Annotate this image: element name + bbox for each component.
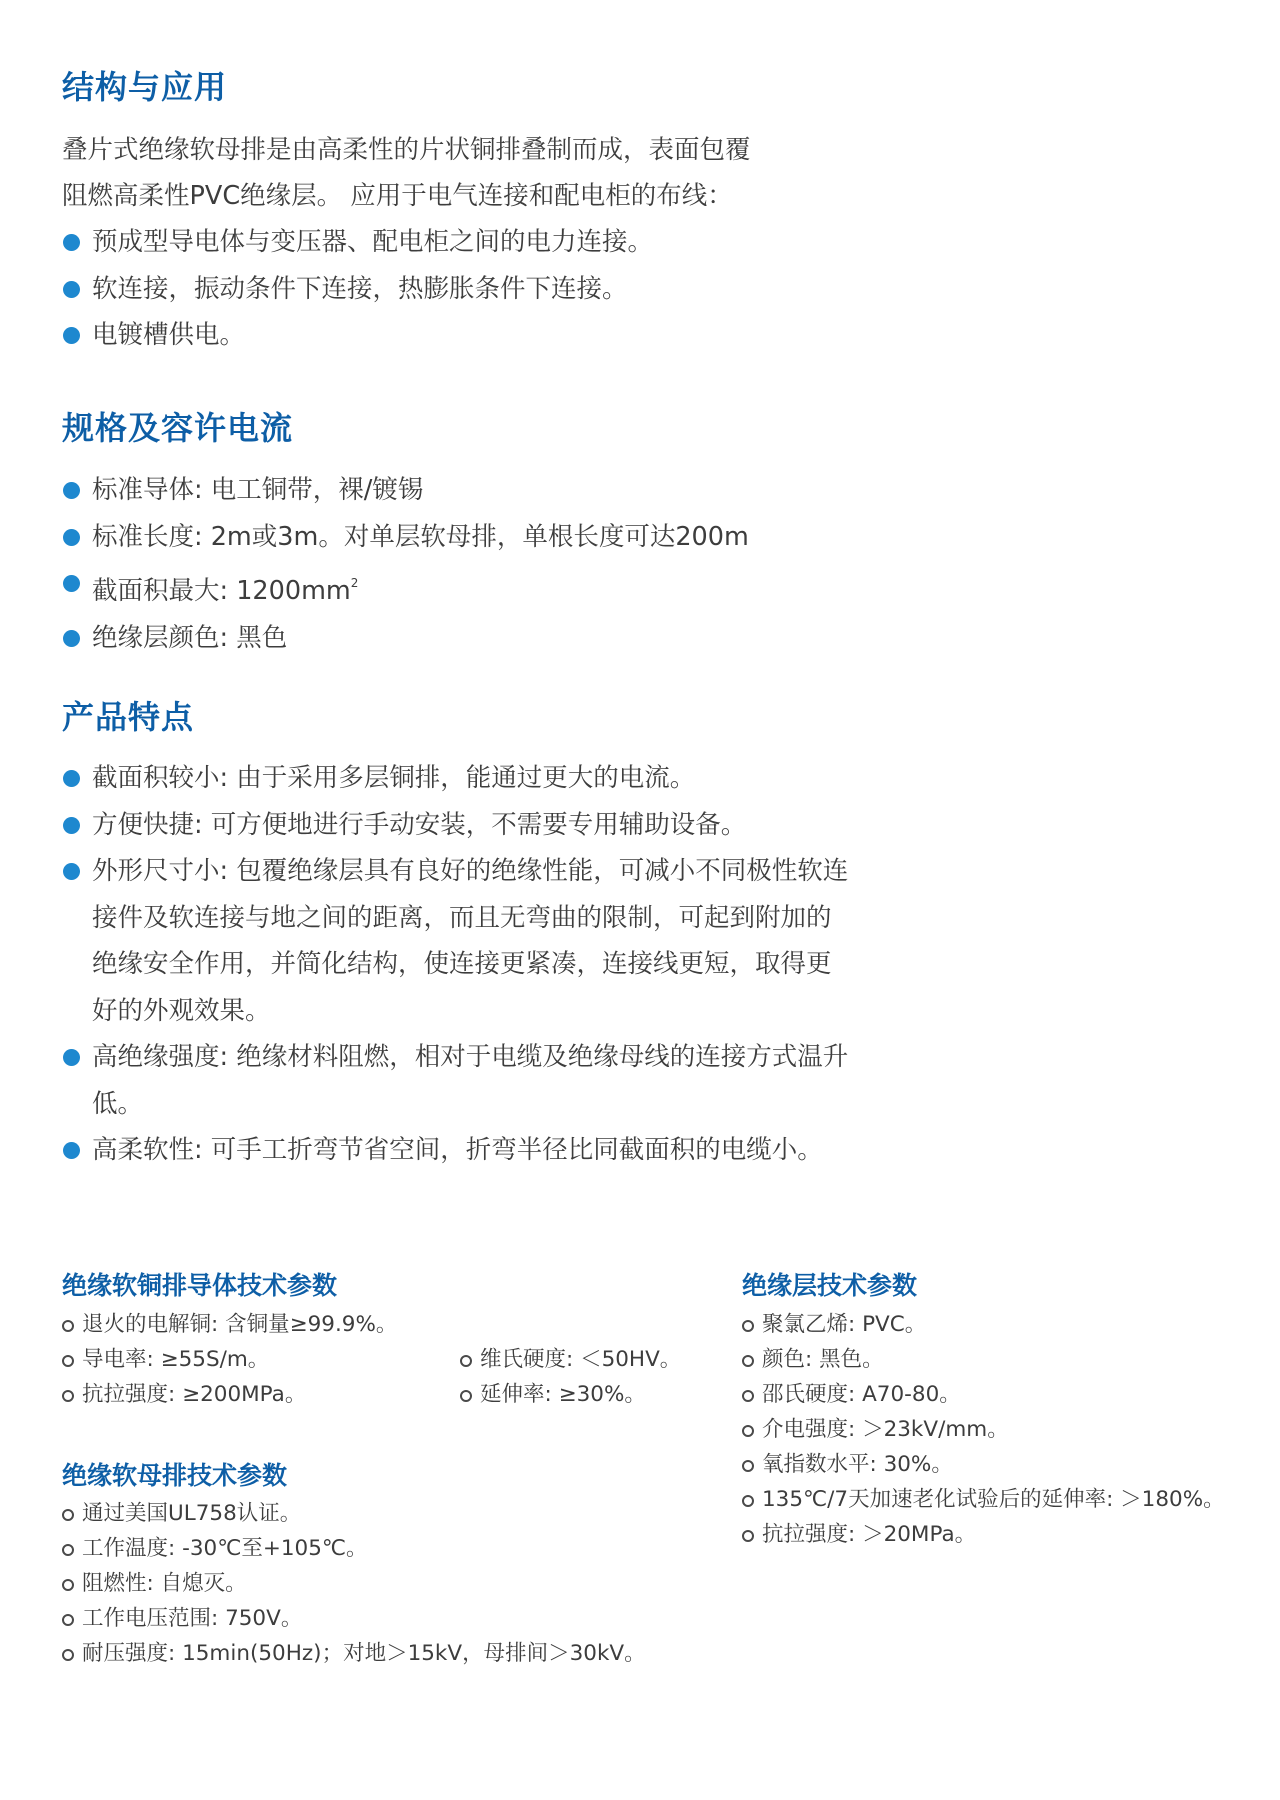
list-item — [62, 560, 852, 615]
conductor-params-col2 — [460, 1342, 681, 1412]
circle-bullet-icon — [62, 1544, 74, 1556]
spec-bullet-list — [62, 467, 852, 661]
list-item — [62, 514, 852, 561]
bullet-dot-icon — [63, 482, 80, 499]
list-item — [62, 266, 852, 313]
circle-bullet-icon — [62, 1390, 74, 1402]
list-item — [742, 1412, 1225, 1447]
list-item-text: 外形尺寸小: 包覆绝缘层具有良好的绝缘性能，可减小不同极性软连接件及软连接与地之间的距离，而且无弯曲的限制，可起到附加的绝缘安全作用，并简化结构，使连接更紧凑，连接线更短，取得更好的外观效果。 — [92, 856, 849, 1026]
circle-bullet-icon — [742, 1320, 754, 1332]
list-item — [62, 1127, 852, 1174]
busbar-params-list — [62, 1496, 646, 1671]
list-item — [62, 802, 852, 849]
structure-bullet-list — [62, 219, 852, 359]
list-item-text: 截面积较小: 由于采用多层铜排，能通过更大的电流。 — [92, 763, 696, 793]
list-item — [62, 1034, 852, 1127]
list-item — [62, 1307, 397, 1342]
bullet-dot-icon — [63, 281, 80, 298]
list-item-text: 预成型导电体与变压器、配电柜之间的电力连接。 — [92, 227, 654, 257]
list-item-text: 耐压强度: 15min(50Hz)；对地＞15kV，母排间＞30kV。 — [82, 1641, 646, 1666]
list-item-text: 颜色: 黑色。 — [762, 1347, 884, 1372]
list-item-text: 工作温度: -30℃至+105℃。 — [82, 1536, 368, 1561]
bullet-dot-icon — [63, 770, 80, 787]
list-item — [62, 848, 852, 1034]
features-bullet-list — [62, 755, 852, 1174]
list-item-text: 绝缘层颜色: 黑色 — [92, 622, 288, 653]
list-item — [742, 1447, 1225, 1482]
list-item-text: 电镀槽供电。 — [92, 320, 246, 350]
section-title-structure: 结构与应用 — [62, 68, 228, 106]
list-item — [62, 615, 852, 662]
list-item — [742, 1517, 1225, 1552]
circle-bullet-icon — [742, 1460, 754, 1472]
list-item-text: 方便快捷: 可方便地进行手动安装，不需要专用辅助设备。 — [92, 809, 747, 840]
list-item — [62, 467, 852, 514]
list-item-text: 标准导体: 电工铜带，裸/镀锡 — [92, 475, 424, 505]
list-item — [460, 1342, 681, 1377]
circle-bullet-icon — [62, 1614, 74, 1626]
circle-bullet-icon — [742, 1495, 754, 1507]
list-item — [62, 1531, 646, 1566]
list-item — [62, 312, 852, 359]
list-item-text: 抗拉强度: ＞20MPa。 — [762, 1522, 977, 1547]
list-item-text: 通过美国UL758认证。 — [82, 1501, 302, 1526]
list-item — [742, 1482, 1225, 1517]
circle-bullet-icon — [742, 1425, 754, 1437]
bullet-dot-icon — [63, 863, 80, 880]
list-item-text: 维氏硬度: ＜50HV。 — [480, 1347, 682, 1372]
list-item — [742, 1342, 1225, 1377]
list-item-text: 邵氏硬度: A70-80。 — [762, 1382, 961, 1407]
list-item — [62, 755, 852, 802]
circle-bullet-icon — [742, 1530, 754, 1542]
list-item — [62, 1342, 397, 1377]
structure-intro-line-1: 叠片式绝缘软母排是由高柔性的片状铜排叠制而成，表面包覆 — [62, 135, 751, 165]
insulation-params-list — [742, 1307, 1225, 1552]
list-item-text: 抗拉强度: ≥200MPa。 — [82, 1382, 307, 1407]
bullet-dot-icon — [63, 327, 80, 344]
list-item-text: 标准长度: 2m或3m。对单层软母排，单根长度可达200m — [92, 521, 749, 552]
list-item — [742, 1377, 1225, 1412]
circle-bullet-icon — [62, 1355, 74, 1367]
bullet-dot-icon — [63, 529, 80, 546]
list-item-text: 软连接，振动条件下连接，热膨胀条件下连接。 — [92, 273, 628, 304]
list-item-text: 高绝缘强度: 绝缘材料阻燃，相对于电缆及绝缘母线的连接方式温升低。 — [92, 1042, 849, 1119]
list-item-text: 截面积最大: 1200mm — [92, 576, 351, 606]
circle-bullet-icon — [62, 1509, 74, 1521]
bullet-dot-icon — [63, 1142, 80, 1159]
circle-bullet-icon — [460, 1355, 472, 1367]
bullet-dot-icon — [63, 630, 80, 647]
list-item — [62, 1636, 646, 1671]
insulation-params-title: 绝缘层技术参数 — [742, 1271, 918, 1300]
bullet-dot-icon — [63, 575, 80, 592]
list-item-text: 介电强度: ＞23kV/mm。 — [762, 1417, 1009, 1442]
bullet-dot-icon — [63, 1049, 80, 1066]
list-item-text: 延伸率: ≥30%。 — [480, 1382, 646, 1407]
conductor-params-title: 绝缘软铜排导体技术参数 — [62, 1271, 338, 1300]
circle-bullet-icon — [62, 1649, 74, 1661]
list-item — [62, 1377, 397, 1412]
section-title-features: 产品特点 — [62, 698, 195, 736]
busbar-params-title: 绝缘软母排技术参数 — [62, 1461, 288, 1490]
list-item-text: 135℃/7天加速老化试验后的延伸率: ＞180%。 — [762, 1487, 1225, 1512]
list-item — [62, 1601, 646, 1636]
circle-bullet-icon — [62, 1320, 74, 1332]
list-item — [460, 1377, 681, 1412]
conductor-params-col1 — [62, 1307, 397, 1412]
section-title-spec: 规格及容许电流 — [62, 409, 294, 447]
circle-bullet-icon — [62, 1579, 74, 1591]
list-item — [742, 1307, 1225, 1342]
area-superscript: 2 — [350, 576, 359, 590]
list-item-text: 导电率: ≥55S/m。 — [82, 1347, 270, 1372]
bullet-dot-icon — [63, 817, 80, 834]
list-item-text: 氧指数水平: 30%。 — [762, 1452, 953, 1477]
list-item-text: 退火的电解铜: 含铜量≥99.9%。 — [82, 1312, 398, 1337]
structure-intro-line-2: 阻燃高柔性PVC绝缘层。 应用于电气连接和配电柜的布线： — [62, 181, 733, 211]
bullet-dot-icon — [63, 234, 80, 251]
circle-bullet-icon — [742, 1390, 754, 1402]
circle-bullet-icon — [460, 1390, 472, 1402]
list-item-text: 聚氯乙烯: PVC。 — [762, 1312, 927, 1337]
list-item — [62, 219, 852, 266]
list-item-text: 工作电压范围: 750V。 — [82, 1606, 303, 1631]
list-item — [62, 1566, 646, 1601]
list-item-text: 高柔软性: 可手工折弯节省空间，折弯半径比同截面积的电缆小。 — [92, 1135, 823, 1165]
circle-bullet-icon — [742, 1355, 754, 1367]
list-item-text: 阻燃性: 自熄灭。 — [82, 1571, 247, 1596]
list-item — [62, 1496, 646, 1531]
